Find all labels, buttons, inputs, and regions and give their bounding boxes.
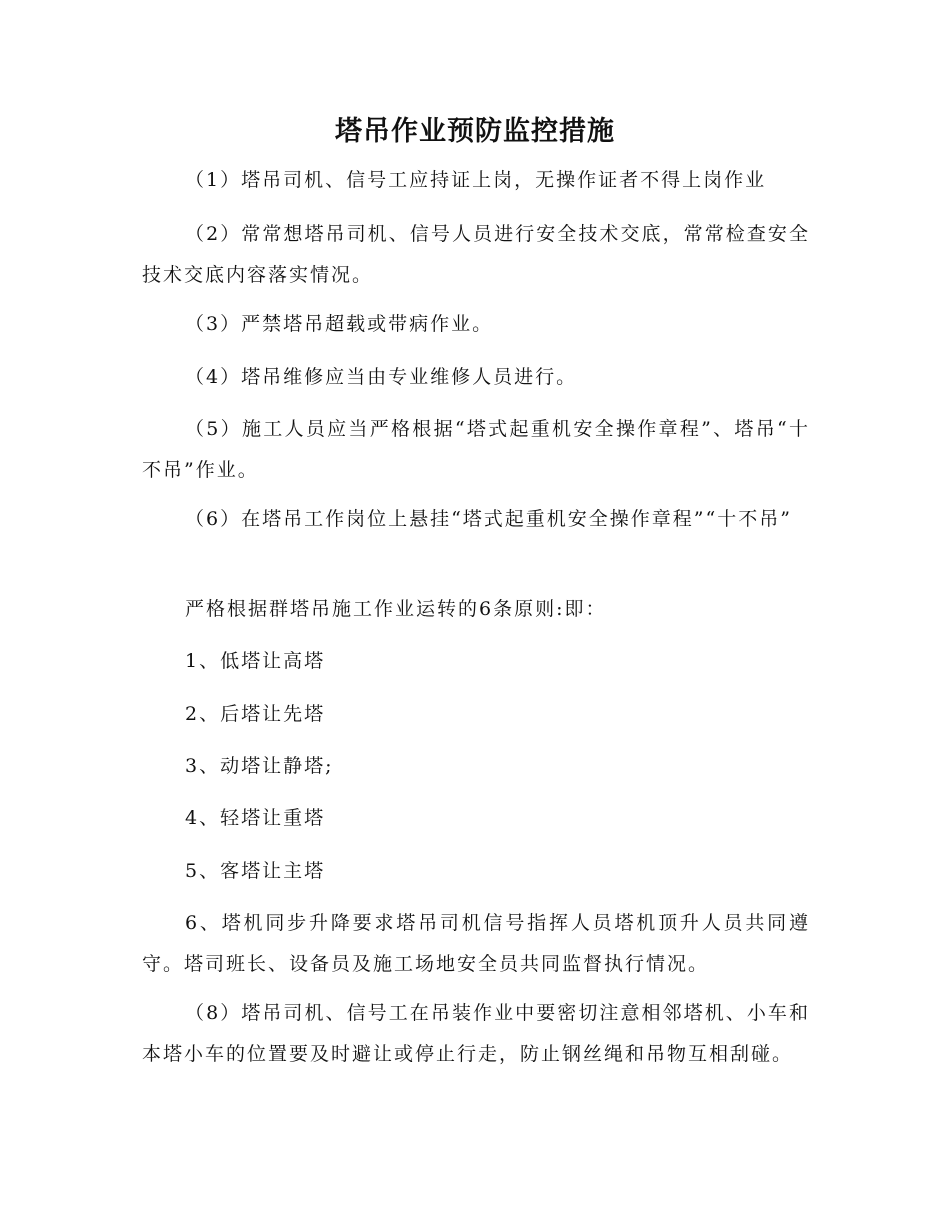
principle-item-2: 2、后塔让先塔	[185, 703, 326, 725]
paragraph-6: （6）在塔吊工作岗位上悬挂“塔式起重机安全操作章程”“十不吊”	[185, 508, 792, 530]
paragraph-8: （8）塔吊司机、信号工在吊装作业中要密切注意相邻塔机、小车和本塔小车的位置要及时避让或停止行走，防止钢丝绳和吊物互相刮碰。	[142, 1002, 810, 1065]
paragraph-4: （4）塔吊维修应当由专业维修人员进行。	[185, 366, 578, 388]
principle-item-4: 4、轻塔让重塔	[185, 807, 326, 829]
principle-item-6: 6、塔机同步升降要求塔吊司机信号指挥人员塔机顶升人员共同遵守。塔司班长、设备员及施工场地安全员共同监督执行情况。	[142, 912, 810, 975]
principle-item-1: 1、低塔让高塔	[185, 650, 326, 672]
principle-item-3: 3、动塔让静塔;	[185, 755, 334, 777]
principle-item-5: 5、客塔让主塔	[185, 860, 326, 882]
principles-intro: 严格根据群塔吊施工作业运转的6条原则:即：	[185, 598, 607, 620]
paragraph-5: （5）施工人员应当严格根据“塔式起重机安全操作章程”、塔吊“十不吊”作业。	[142, 418, 810, 481]
paragraph-3: （3）严禁塔吊超载或带病作业。	[185, 313, 494, 335]
paragraph-1: （1）塔吊司机、信号工应持证上岗，无操作证者不得上岗作业	[185, 169, 767, 191]
paragraph-2: （2）常常想塔吊司机、信号人员进行安全技术交底，常常检查安全技术交底内容落实情况。	[142, 223, 810, 286]
document-title: 塔吊作业预防监控措施	[335, 116, 615, 147]
